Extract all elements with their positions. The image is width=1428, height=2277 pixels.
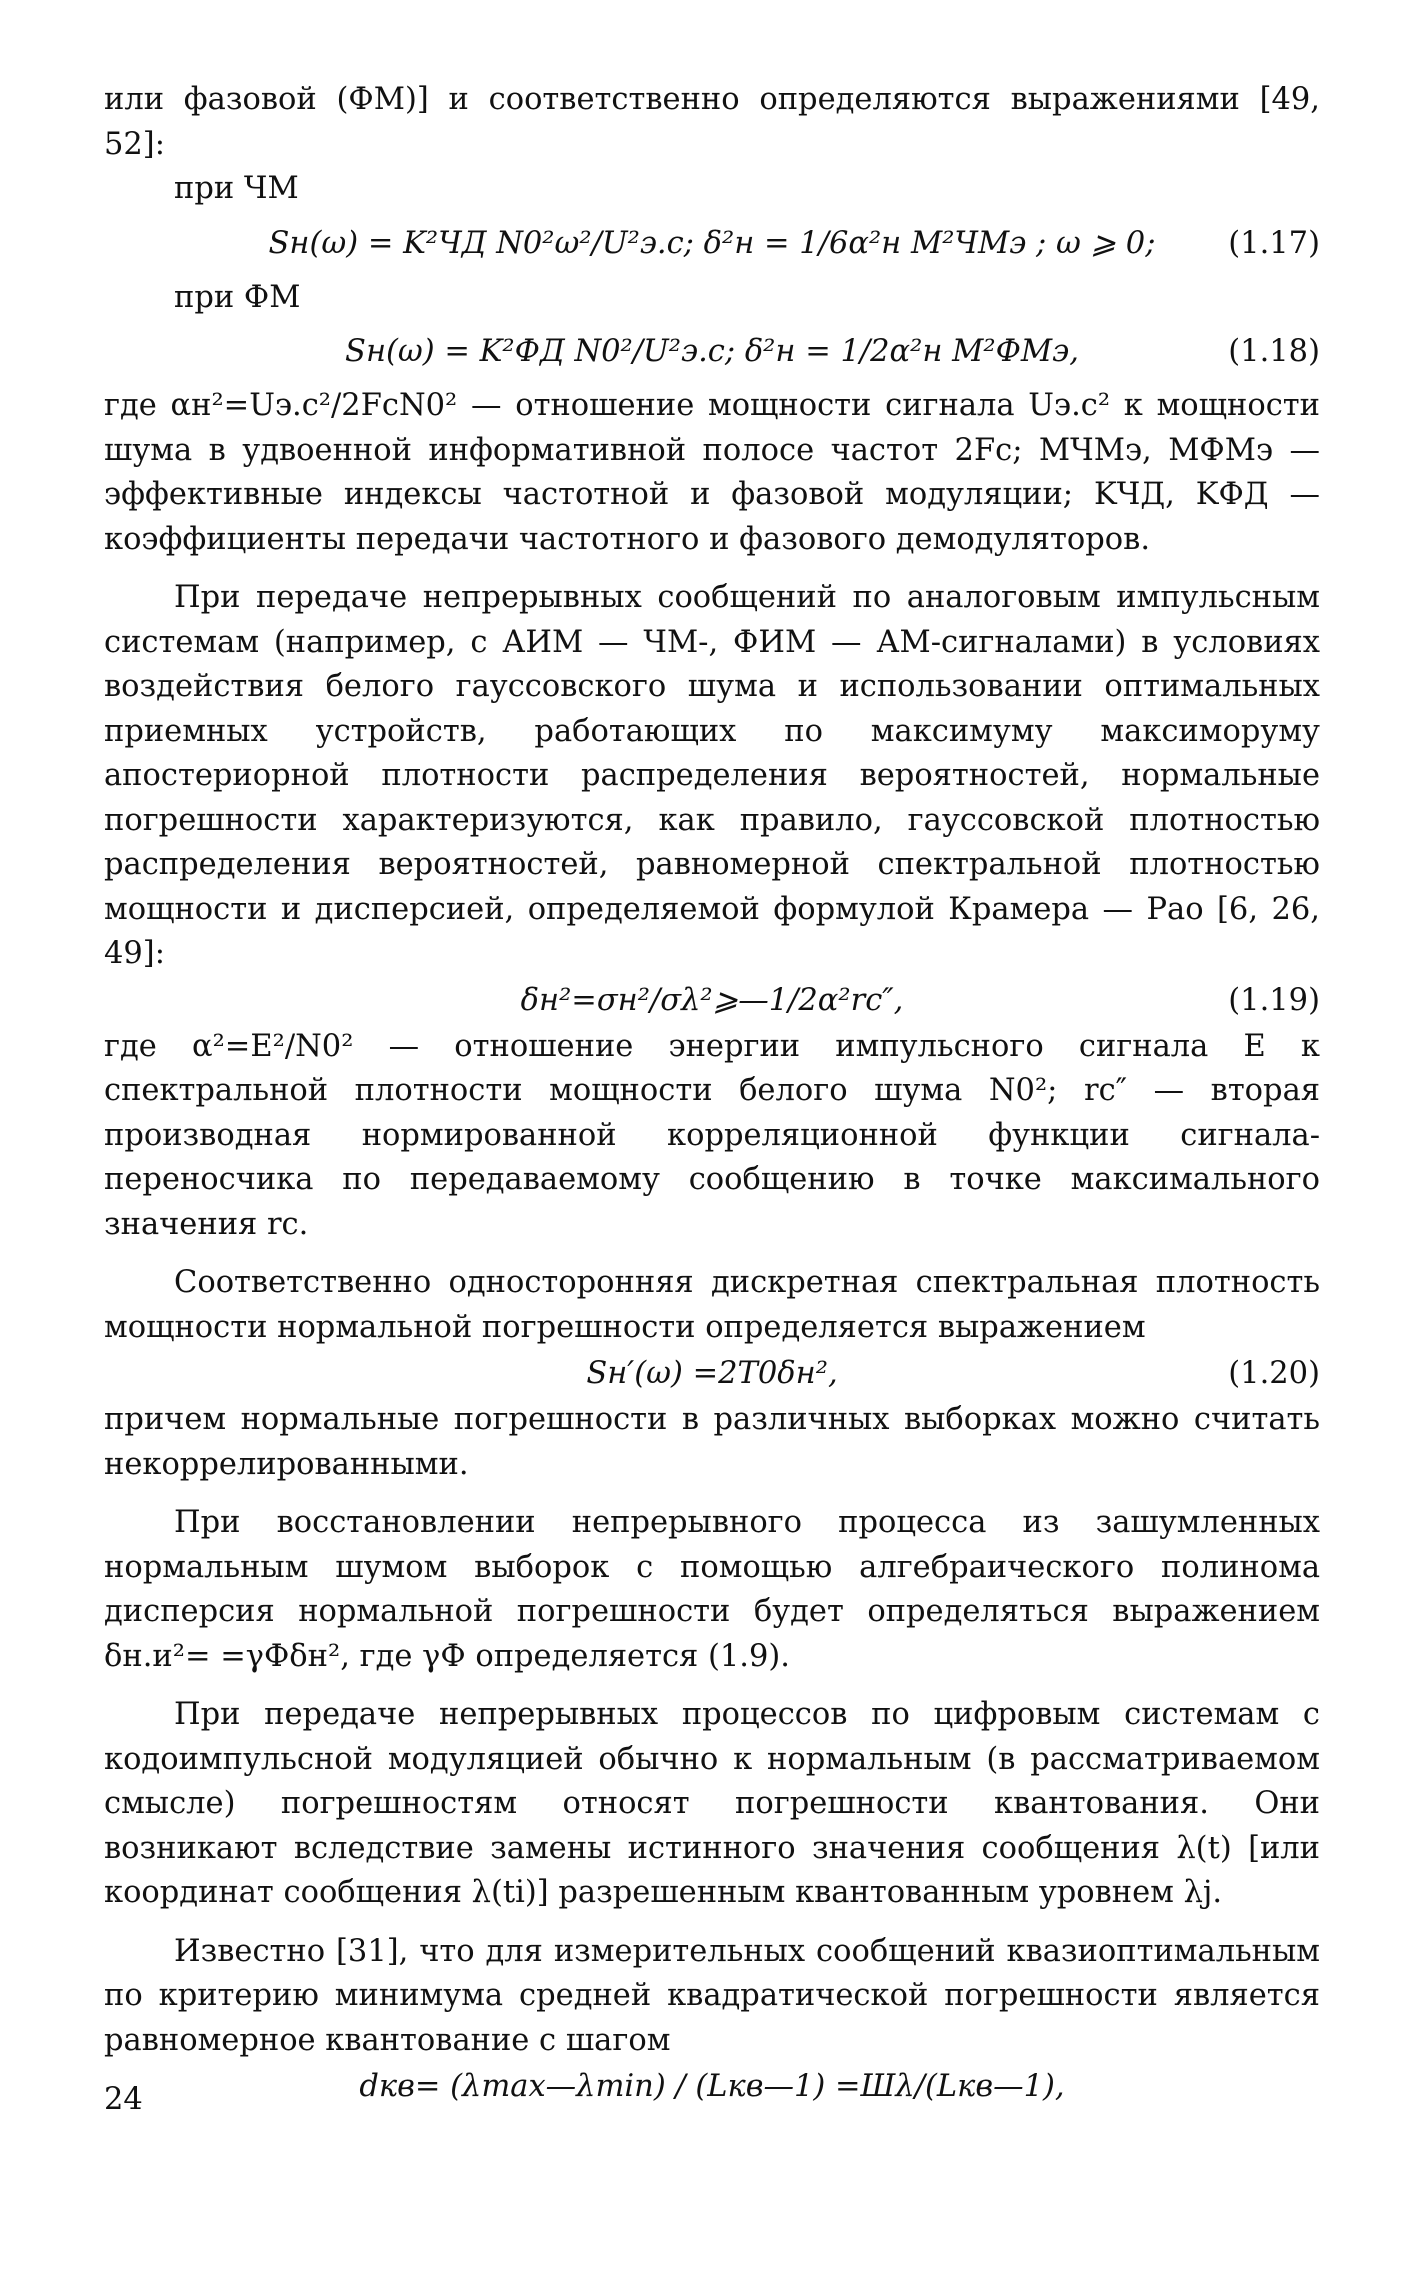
paragraph-polynomial-recovery: При восстановлении непрерывного процесса из зашумленных нормальным шумом выборок с помощью алгебраического полинома дисперсия нормальной погрешности будет определяться выражением δн.и²= =γФδн², где γФ определяется (1.9). bbox=[104, 1505, 1320, 1674]
paragraph-spectral-density: Соответственно односторонняя дискретная спектральная плотность мощности нормальной погрешности определяется выражением bbox=[104, 1265, 1320, 1345]
paragraph-intro: или фазовой (ФМ)] и соответственно определяются выражениями [49, 52]: bbox=[104, 82, 1320, 162]
page-number: 24 bbox=[104, 2082, 143, 2117]
paragraph-quantization: Известно [31], что для измерительных сообщений квазиоптимальным по критерию минимума средней квадратической погрешности является равномерное квантование с шагом bbox=[104, 1933, 1320, 2058]
paragraph-analog-pulse: При передаче непрерывных сообщений по аналоговым импульсным системам (например, с АИМ — ЧМ-, ФИМ — АМ-сигналами) в условиях воздействия белого гауссовского шума и использовании оптимальных приемных устройств, работающих по максимуму максиморуму апостериорной плотности распределения вероятностей, нормальные погрешности характеризуются, как правило, гауссовской плотностью распределения вероятностей, равномерной спектральной плотностью мощности и дисперсией, определяемой формулой Крамера — Рао [6, 26, 49]: bbox=[104, 580, 1320, 971]
formula-1-19 bbox=[104, 977, 1320, 1025]
formula-1-17-number: (1.17) bbox=[1228, 225, 1320, 261]
formula-quantization-step bbox=[104, 2063, 1320, 2111]
paragraph-definitions: где αн²=Uэ.с²/2FcN0² — отношение мощности сигнала Uэ.с² к мощности шума в удвоенной информативной полосе частот 2Fc; MЧМэ, MФМэ — эффективные индексы частотной и фазовой модуляции; KЧД, KФД — коэффициенты передачи частотного и фазового демодуляторов. bbox=[104, 388, 1320, 557]
formula-1-18 bbox=[104, 320, 1320, 384]
formula-1-17 bbox=[104, 212, 1320, 276]
formula-1-19-expression: δн²=σн²/σλ²⩾—1/2α²rc″, bbox=[520, 982, 904, 1018]
label-chm: при ЧМ bbox=[174, 171, 299, 206]
label-fm: при ФМ bbox=[174, 279, 301, 315]
formula-1-20-expression: Sн′(ω) =2T0δн², bbox=[586, 1356, 838, 1391]
formula-1-18-expression: Sн(ω) = K²ФД N0²/U²э.с; δ²н = 1/2α²н M²ФМэ, bbox=[345, 334, 1079, 369]
formula-1-17-expression: Sн(ω) = K²ЧД N0²ω²/U²э.с; δ²н = 1/6α²н M²ЧМэ ; ω ⩾ 0; bbox=[268, 225, 1156, 261]
formula-1-19-number: (1.19) bbox=[1228, 982, 1320, 1018]
formula-1-20-number: (1.20) bbox=[1228, 1356, 1320, 1391]
paragraph-uncorrelated: причем нормальные погрешности в различных выборках можно считать некоррелированными. bbox=[104, 1402, 1320, 1482]
page-body bbox=[104, 78, 1320, 2111]
formula-1-20 bbox=[104, 1350, 1320, 1398]
formula-1-18-number: (1.18) bbox=[1228, 334, 1320, 369]
formula-quantization-step-expression: dкв= (λmax—λmin) / (Lкв—1) =Шλ/(Lкв—1), bbox=[359, 2069, 1065, 2104]
paragraph-digital-systems: При передаче непрерывных процессов по цифровым системам с кодоимпульсной модуляцией обычно к нормальным (в рассматриваемом смысле) погрешностям относят погрешности квантования. Они возникают вследствие замены истинного значения сообщения λ(t) [или координат сообщения λ(ti)] разрешенным квантованным уровнем λj. bbox=[104, 1697, 1320, 1910]
paragraph-energy-ratio: где α²=E²/N0² — отношение энергии импульсного сигнала E к спектральной плотности мощности белого шума N0²; rc″ — вторая производная нормированной корреляционной функции сигнала-переносчика по передаваемому сообщению в точке максимального значения rc. bbox=[104, 1028, 1320, 1242]
